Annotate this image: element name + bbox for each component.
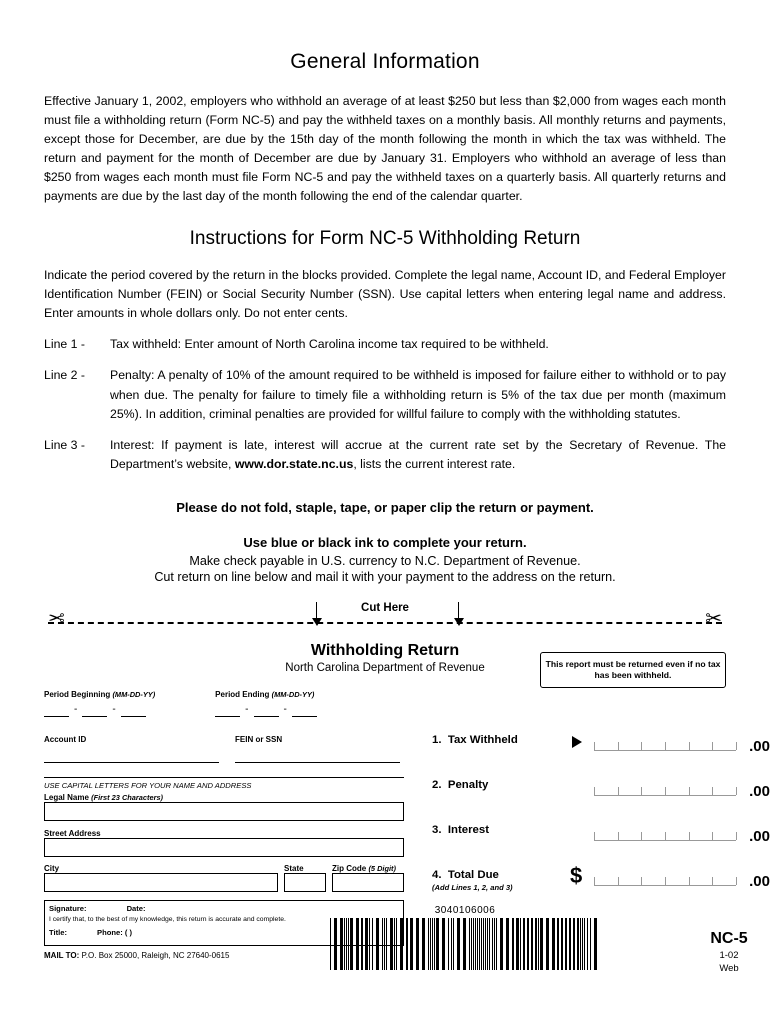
period-ending-format: (MM-DD-YY): [271, 689, 315, 699]
period-beginning-month[interactable]: [44, 702, 69, 717]
capital-letters-note: USE CAPITAL LETTERS FOR YOUR NAME AND ADDRESS: [44, 777, 404, 790]
form-amounts-column: [432, 728, 770, 908]
line-instruction-1: [44, 335, 726, 354]
period-beginning-format: (MM-DD-YY): [112, 689, 156, 699]
line-1-text: Tax withheld: Enter amount of North Carolina income tax required to be withheld.: [110, 337, 549, 352]
street-address-input[interactable]: [44, 838, 404, 857]
line-2-text: Penalty: A penalty of 10% of the amount required to be withheld is imposed for failure either to withhold or to pay when due. The penalty for failure to timely file a withholding return is 5% of the tax due per month (maximum 25%). In addition, criminal penalties are provided for willful failure to comply with the withholding statutes.: [110, 368, 726, 421]
form-identifier: [694, 930, 764, 975]
period-beginning-day[interactable]: [82, 702, 107, 717]
amount-row-interest: [432, 818, 770, 863]
date-label[interactable]: Date:: [126, 903, 146, 913]
city-group: [44, 861, 278, 892]
penalty-text: Penalty: [447, 778, 489, 791]
date-separator: -: [112, 703, 116, 715]
zip-code-label-text: Zip Code: [332, 863, 367, 873]
id-row: [44, 735, 404, 763]
line-instruction-3: [44, 436, 726, 474]
total-due-input[interactable]: [594, 885, 736, 886]
cut-arrow-right-head: [454, 618, 464, 626]
interest-label: [432, 824, 489, 836]
period-beginning-year[interactable]: [121, 702, 146, 717]
instructions-paragraph: Indicate the period covered by the return in the blocks provided. Complete the legal name, Account ID, and Federal Employer Identification Number (FEIN) or Social Security Number (SSN). Use capital letters when entering legal name and address. Enter amounts in whole dollars only. Do not enter cents.: [44, 268, 726, 321]
date-separator: -: [245, 703, 249, 715]
line-3-label: Line 3 -: [44, 437, 86, 452]
fein-ssn-group: [235, 735, 400, 763]
notice-check-payable: Make check payable in U.S. currency to N.C. Department of Revenue.: [189, 553, 581, 568]
zip-code-format: (5 Digit): [368, 863, 396, 873]
tax-withheld-cents: .00: [749, 737, 770, 755]
zip-group: [332, 861, 404, 892]
legal-name-label-text: Legal Name: [44, 792, 89, 802]
barcode-number: 3040106006: [434, 905, 496, 916]
form-number: NC-5: [710, 930, 748, 947]
penalty-input[interactable]: [594, 795, 736, 796]
period-ending-month[interactable]: [215, 702, 240, 717]
mail-to-address: P.O. Box 25000, Raleigh, NC 27640-0615: [81, 950, 230, 960]
line-instruction-2: [44, 366, 726, 423]
total-due-text: Total Due: [447, 868, 499, 881]
period-beginning-label: [44, 690, 155, 699]
penalty-number: 2.: [432, 778, 442, 791]
interest-cents: .00: [749, 827, 770, 845]
account-id-input[interactable]: [44, 747, 219, 763]
period-beginning-group: [44, 690, 155, 717]
total-due-label: [432, 869, 513, 892]
city-label: City: [44, 863, 60, 873]
cut-dashed-line: [48, 622, 722, 624]
city-input[interactable]: [44, 873, 278, 892]
dollar-sign-icon: $: [570, 862, 583, 888]
notice-no-fold: Please do not fold, staple, tape, or paper clip the return or payment.: [176, 499, 594, 515]
line-3-text: [110, 436, 726, 474]
tax-withheld-text: Tax Withheld: [447, 733, 518, 746]
form-web-label: Web: [719, 963, 739, 975]
return-required-notice: This report must be returned even if no tax has been withheld.: [540, 652, 726, 688]
scissors-icon-right: ✂: [705, 607, 722, 630]
zip-code-label: [332, 864, 404, 873]
account-id-label: Account ID: [44, 734, 87, 744]
period-ending-label: [215, 690, 317, 699]
interest-number: 3.: [432, 823, 442, 836]
account-id-group: [44, 735, 219, 763]
period-ending-label-text: Period Ending: [215, 689, 270, 699]
form-title: Withholding Return: [310, 641, 460, 659]
page-title: General Information: [290, 50, 480, 73]
line-3-text-after: , lists the current interest rate.: [353, 456, 516, 471]
instructions-heading: Instructions for Form NC-5 Withholding Return: [189, 228, 581, 250]
legal-name-format: (First 23 Characters): [91, 792, 164, 802]
total-due-sublabel: (Add Lines 1, 2, and 3): [432, 882, 513, 892]
fein-ssn-input[interactable]: [235, 747, 400, 763]
department-website: www.dor.state.nc.us: [234, 456, 354, 471]
legal-name-label: [44, 793, 404, 802]
arrow-marker-icon: [572, 736, 582, 748]
tax-withheld-input[interactable]: [594, 750, 736, 751]
notice-cut-return: Cut return on line below and mail it with your payment to the address on the return.: [154, 569, 616, 584]
barcode-image: [330, 918, 600, 970]
street-address-label: Street Address: [44, 828, 101, 838]
period-ending-day[interactable]: [254, 702, 279, 717]
certification-text: I certify that, to the best of my knowledge, this return is accurate and complete.: [49, 915, 286, 923]
form-revision: 1-02: [719, 950, 739, 961]
intro-paragraph: Effective January 1, 2002, employers who withhold an average of at least $250 but less than $2,000 from wages each month must file a withholding return (Form NC-5) and pay the withheld taxes on a monthly basis. All monthly returns and payments, except those for December, are due by the 15th day of the month following the month in which the tax was withheld. The return and payment for the month of December are due by January 31. Employers who withhold an average of less than $250 from wages each month must file Form NC-5 and pay the withheld taxes on a quarterly basis. All quarterly returns and payments are due by the last day of the month following the end of the calendar quarter.: [44, 94, 726, 204]
fein-ssn-label: FEIN or SSN: [235, 734, 283, 744]
period-beginning-label-text: Period Beginning: [44, 689, 111, 699]
zip-input[interactable]: [332, 873, 404, 892]
signature-label[interactable]: Signature:: [49, 903, 87, 913]
tax-withheld-label: [432, 734, 518, 746]
period-row: [44, 690, 404, 717]
mail-to-label: MAIL TO:: [44, 950, 80, 960]
state-group: [284, 861, 326, 892]
title-label[interactable]: Title:: [49, 928, 68, 938]
date-separator: -: [74, 703, 78, 715]
legal-name-input[interactable]: [44, 802, 404, 821]
cut-arrow-left-head: [312, 618, 322, 626]
cut-line-zone: [44, 600, 726, 640]
period-ending-year[interactable]: [292, 702, 317, 717]
form-agency: North Carolina Department of Revenue: [285, 661, 485, 674]
phone-label[interactable]: Phone: ( ): [97, 928, 133, 938]
period-ending-group: [215, 690, 317, 717]
line-instructions: [44, 335, 726, 473]
tax-withheld-number: 1.: [432, 733, 442, 746]
line-2-label: Line 2 -: [44, 368, 86, 383]
period-ending-input[interactable]: [215, 702, 317, 717]
amount-row-penalty: [432, 773, 770, 818]
penalty-cents: .00: [749, 782, 770, 800]
notice-ink: Use blue or black ink to complete your return.: [243, 534, 527, 550]
total-due-cents: .00: [749, 872, 770, 890]
line-1-label: Line 1 -: [44, 337, 86, 352]
penalty-label: [432, 779, 488, 791]
barcode-area: [330, 905, 600, 970]
period-beginning-input[interactable]: [44, 702, 155, 717]
cut-here-label: Cut Here: [355, 602, 415, 614]
interest-text: Interest: [447, 823, 489, 836]
amount-row-total-due: [432, 863, 770, 908]
state-label: State: [284, 863, 304, 873]
line-3-text-before: Interest: If payment is late, interest will accrue at the current rate set by the Secretary of Revenue. The Department’s website,: [110, 437, 726, 471]
date-separator: -: [283, 703, 287, 715]
state-input[interactable]: [284, 873, 326, 892]
amount-row-tax-withheld: [432, 728, 770, 773]
total-due-number: 4.: [432, 868, 442, 881]
city-state-zip-row: [44, 861, 404, 892]
interest-input[interactable]: [594, 840, 736, 841]
scissors-icon-left: ✂: [48, 607, 65, 630]
